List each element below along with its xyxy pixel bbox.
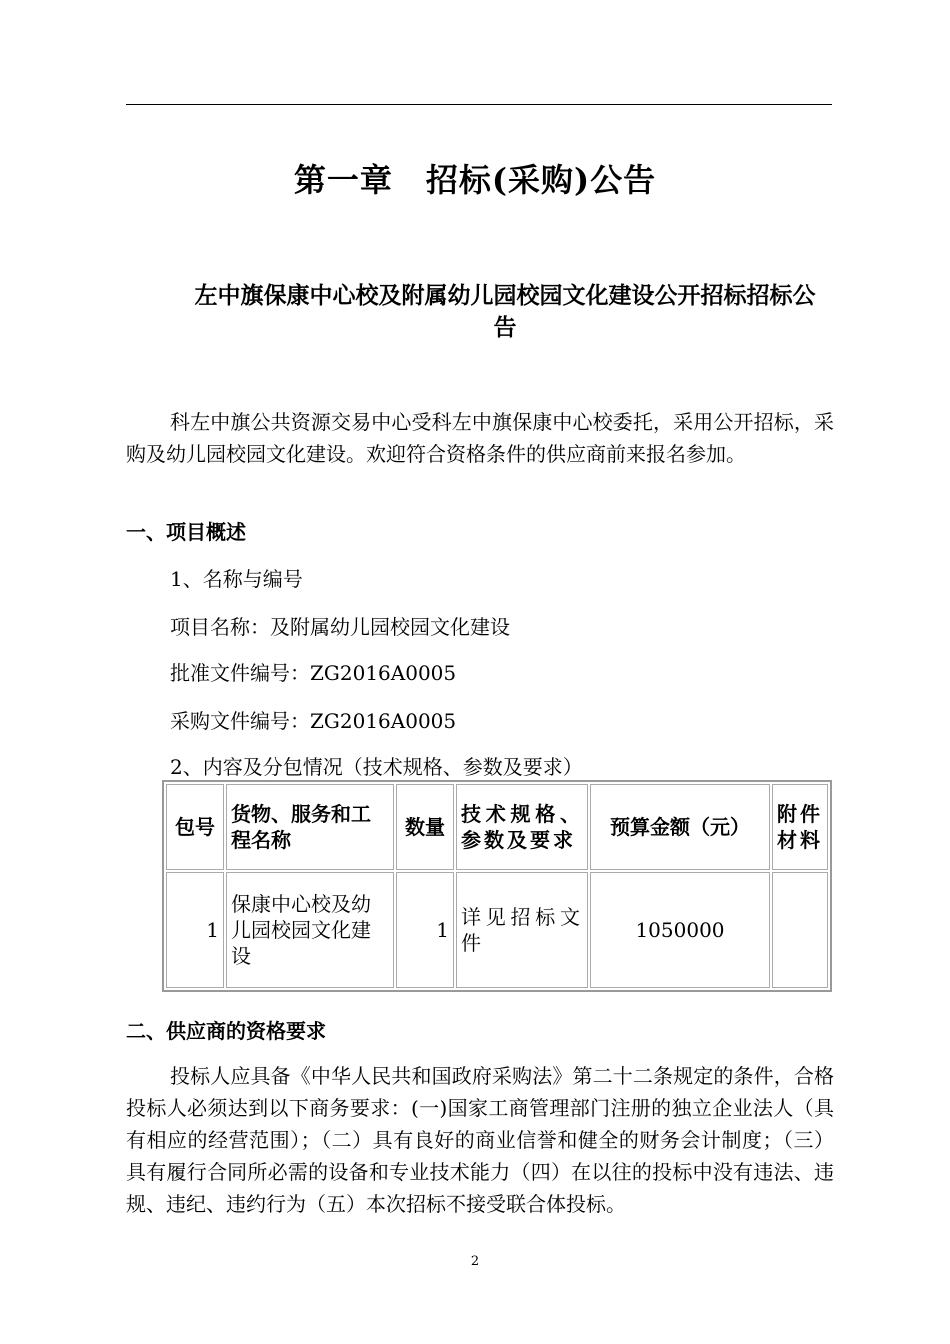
- project-name: 项目名称：及附属幼儿园校园文化建设: [170, 615, 510, 639]
- cell-specs: 详见招标文件: [456, 872, 588, 988]
- approval-number: 批准文件编号：ZG2016A0005: [170, 661, 457, 685]
- chapter-title: 第一章 招标(采购)公告: [293, 161, 657, 199]
- intro-paragraph: 科左中旗公共资源交易中心受科左中旗保康中心校委托，采用公开招标，采购及幼儿园校园文化建设。欢迎符合资格条件的供应商前来报名参加。: [126, 410, 834, 466]
- header-attachments: 附件材料: [772, 784, 828, 870]
- purchase-number: 采购文件编号：ZG2016A0005: [170, 709, 457, 733]
- page-number: 2: [470, 1254, 480, 1269]
- cell-package-no: 1: [166, 872, 224, 988]
- cell-quantity: 1: [396, 872, 454, 988]
- header-budget: 预算金额（元）: [590, 784, 770, 870]
- header-specs: 技术规格、参数及要求: [456, 784, 588, 870]
- item-2-label: 2、内容及分包情况（技术规格、参数及要求）: [170, 755, 583, 779]
- header-rule: [126, 104, 832, 105]
- section-1-heading: 一、项目概述: [126, 520, 246, 544]
- table-row: [166, 872, 828, 988]
- cell-item-name: 保康中心校及幼儿园校园文化建设: [226, 872, 394, 988]
- package-table: [162, 780, 832, 992]
- header-package-no: 包号: [166, 784, 224, 870]
- cell-attachments: [772, 872, 828, 988]
- section-2-heading: 二、供应商的资格要求: [126, 1019, 326, 1043]
- item-1-label: 1、名称与编号: [170, 567, 303, 591]
- announcement-title: 左中旗保康中心校及附属幼儿园校园文化建设公开招标招标公告: [194, 282, 816, 341]
- table-header-row: [166, 784, 828, 870]
- header-quantity: 数量: [396, 784, 454, 870]
- cell-budget: 1050000: [590, 872, 770, 988]
- qualification-paragraph: 投标人应具备《中华人民共和国政府采购法》第二十二条规定的条件，合格投标人必须达到以下商务要求：(一)国家工商管理部门注册的独立企业法人（具有相应的经营范围）；（二）具有良好的商业信誉和健全的财务会计制度；（三）具有履行合同所必需的设备和专业技术能力（四）在以往的投标中没有违法、违规、违纪、违约行为（五）本次招标不接受联合体投标。: [126, 1064, 834, 1216]
- header-item-name: 货物、服务和工程名称: [226, 784, 394, 870]
